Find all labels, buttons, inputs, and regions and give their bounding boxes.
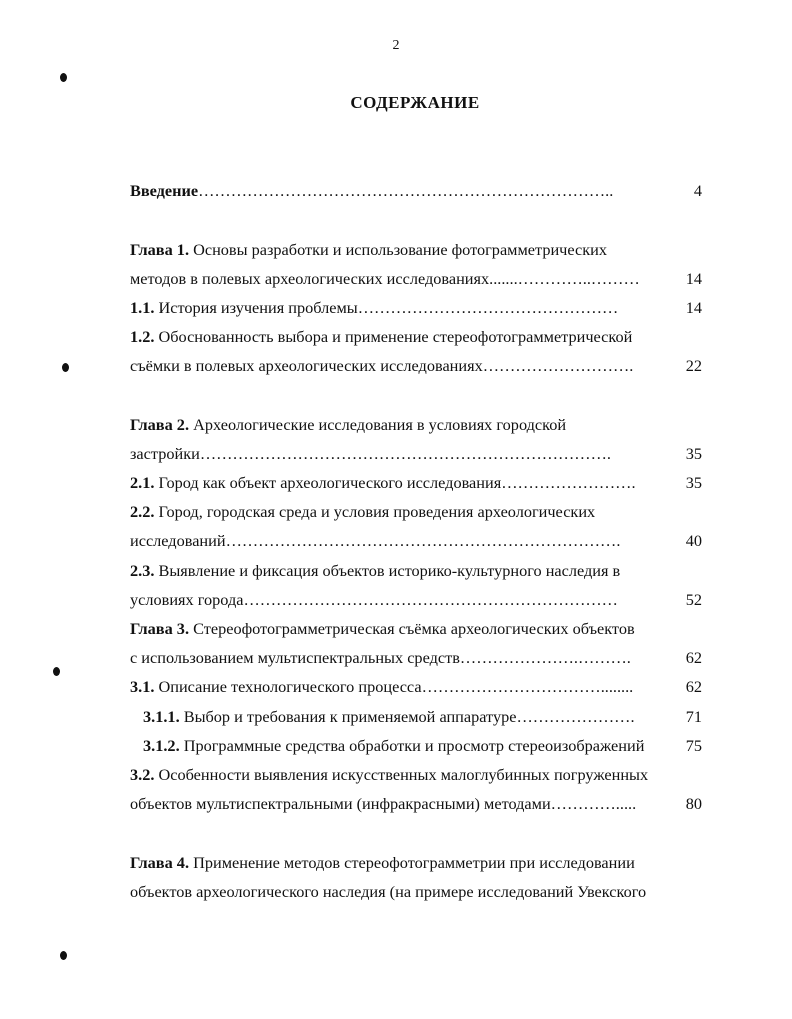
toc-line <box>0 556 792 586</box>
toc-entry-text <box>130 585 618 615</box>
toc-entry-text <box>130 789 636 819</box>
toc-entry-text <box>130 264 640 294</box>
toc-page-number: 75 <box>685 736 702 755</box>
toc-line <box>0 235 792 265</box>
toc-entry-text <box>130 643 631 673</box>
toc-entry-text <box>130 322 632 352</box>
toc-line <box>0 848 792 878</box>
toc-leader-dots: ……………………. <box>501 473 636 492</box>
toc-line <box>0 468 792 498</box>
toc-entry-title: методов в полевых археологических исследованиях <box>130 269 490 288</box>
toc-leader-dots: …………………………………………………………… <box>243 590 618 609</box>
scan-mark <box>60 951 67 960</box>
toc-entry-text <box>130 877 646 907</box>
toc-line <box>0 643 792 673</box>
toc-entry-title: Применение методов стереофотограмметрии при исследовании <box>189 853 635 872</box>
toc-line <box>0 497 792 527</box>
toc-entry-label: 2.2. <box>130 502 155 521</box>
toc-entry-label: 3.1.2. <box>143 736 180 755</box>
toc-entry-text <box>130 351 633 381</box>
toc-leader-dots: …………………. <box>516 707 635 726</box>
toc-leader-dots: …………..... <box>550 794 637 813</box>
toc-entry-title: Основы разработки и использование фотограмметрических <box>189 240 607 259</box>
toc-leader-dots: ………………………. <box>482 356 634 375</box>
toc-entry-text <box>130 293 618 323</box>
toc-page-number: 71 <box>685 707 702 726</box>
toc-entry-title: с использованием мультиспектральных средств <box>130 648 460 667</box>
toc-line <box>0 439 792 469</box>
page-number: 2 <box>392 38 400 53</box>
toc-entry-title: Обоснованность выбора и применение стереофотограмметрической <box>154 327 633 346</box>
toc-line <box>0 789 792 819</box>
toc-line <box>0 322 792 352</box>
toc-entry-text <box>143 731 644 761</box>
toc-entry-label: Глава 3. <box>130 619 190 638</box>
toc-entry-text <box>130 235 607 265</box>
toc-entry-text <box>130 410 566 440</box>
toc-entry-label: 3.1. <box>130 677 155 696</box>
toc-page-number: 62 <box>685 648 702 667</box>
toc-entry-title: История изучения проблемы <box>154 298 358 317</box>
toc-line <box>0 702 792 732</box>
toc-entry-label: 3.1.1. <box>143 707 180 726</box>
toc-entry-label: 2.3. <box>130 561 155 580</box>
toc-page-number: 52 <box>685 590 702 609</box>
toc-entry-title: Описание технологического процесса <box>154 677 422 696</box>
toc-line <box>0 351 792 381</box>
toc-leader-dots: ………………………………………… <box>357 298 619 317</box>
toc-page-number: 35 <box>685 444 702 463</box>
toc-entry-text <box>130 556 620 586</box>
toc-line <box>0 760 792 790</box>
toc-entry-text <box>130 672 633 702</box>
toc-page-number: 22 <box>685 356 702 375</box>
toc-page-number: 4 <box>693 181 702 200</box>
toc-entry-title: объектов мультиспектральными (инфракрасными) методами <box>130 794 551 813</box>
toc-entry-title: Выявление и фиксация объектов историко-культурного наследия в <box>154 561 621 580</box>
toc-leader-dots: ………………………………………………………………….. <box>198 181 614 200</box>
page-title: СОДЕРЖАНИЕ <box>350 93 480 112</box>
toc-entry-title: Программные средства обработки и просмотр стереоизображений <box>179 736 645 755</box>
toc-entry-title: съёмки в полевых археологических исследованиях <box>130 356 483 375</box>
toc-entry-label: Глава 2. <box>130 415 190 434</box>
toc-entry-label: Глава 4. <box>130 853 190 872</box>
toc-leader-dots: ……………………………........ <box>421 677 634 696</box>
toc-line <box>0 877 792 907</box>
toc-line <box>0 293 792 323</box>
toc-line <box>0 585 792 615</box>
toc-entry-text <box>130 439 611 469</box>
toc-leader-dots: .......…………..……… <box>489 269 640 288</box>
toc-line <box>0 526 792 556</box>
toc-entry-title: исследований <box>130 531 226 550</box>
toc-entry-title: застройки <box>130 444 200 463</box>
scan-mark <box>60 73 67 82</box>
toc-entry-label: 2.1. <box>130 473 155 492</box>
toc-line <box>0 614 792 644</box>
toc-entry-text <box>130 848 635 878</box>
toc-entry-text <box>130 468 636 498</box>
toc-page-number: 80 <box>685 794 702 813</box>
toc-entry-text <box>130 497 595 527</box>
toc-page-number: 14 <box>685 298 702 317</box>
toc-line <box>0 410 792 440</box>
toc-entry-title: Город как объект археологического исследования <box>154 473 502 492</box>
toc-line <box>0 731 792 761</box>
toc-line <box>0 264 792 294</box>
toc-entry-title: объектов археологического наследия (на примере исследований Увекского <box>130 882 647 901</box>
toc-entry-text <box>130 176 613 206</box>
toc-entry-text <box>143 702 635 732</box>
toc-entry-label: Глава 1. <box>130 240 190 259</box>
toc-entry-label: Введение <box>130 181 199 200</box>
toc-entry-label: 1.2. <box>130 327 155 346</box>
toc-entry-text <box>130 614 635 644</box>
toc-page-number: 35 <box>685 473 702 492</box>
toc-entry-title: Археологические исследования в условиях городской <box>189 415 567 434</box>
toc-entry-text <box>130 760 648 790</box>
toc-leader-dots: ………………….………. <box>459 648 631 667</box>
toc-entry-title: Выбор и требования к применяемой аппаратуре <box>179 707 517 726</box>
toc-entry-label: 1.1. <box>130 298 155 317</box>
toc-line <box>0 176 792 206</box>
toc-leader-dots: …………………………………………………………………. <box>199 444 611 463</box>
toc-entry-title: Город, городская среда и условия проведения археологических <box>154 502 596 521</box>
toc-entry-title: Стереофотограмметрическая съёмка археологических объектов <box>189 619 635 638</box>
toc-line <box>0 672 792 702</box>
toc-leader-dots: ………………………………………………………………. <box>225 531 621 550</box>
toc-page-number: 40 <box>685 531 702 550</box>
toc-page-number: 14 <box>685 269 702 288</box>
toc-entry-title: Особенности выявления искусственных малоглубинных погруженных <box>154 765 649 784</box>
toc-entry-title: условиях города <box>130 590 244 609</box>
toc-entry-label: 3.2. <box>130 765 155 784</box>
toc-entry-text <box>130 526 620 556</box>
toc-page-number: 62 <box>685 677 702 696</box>
